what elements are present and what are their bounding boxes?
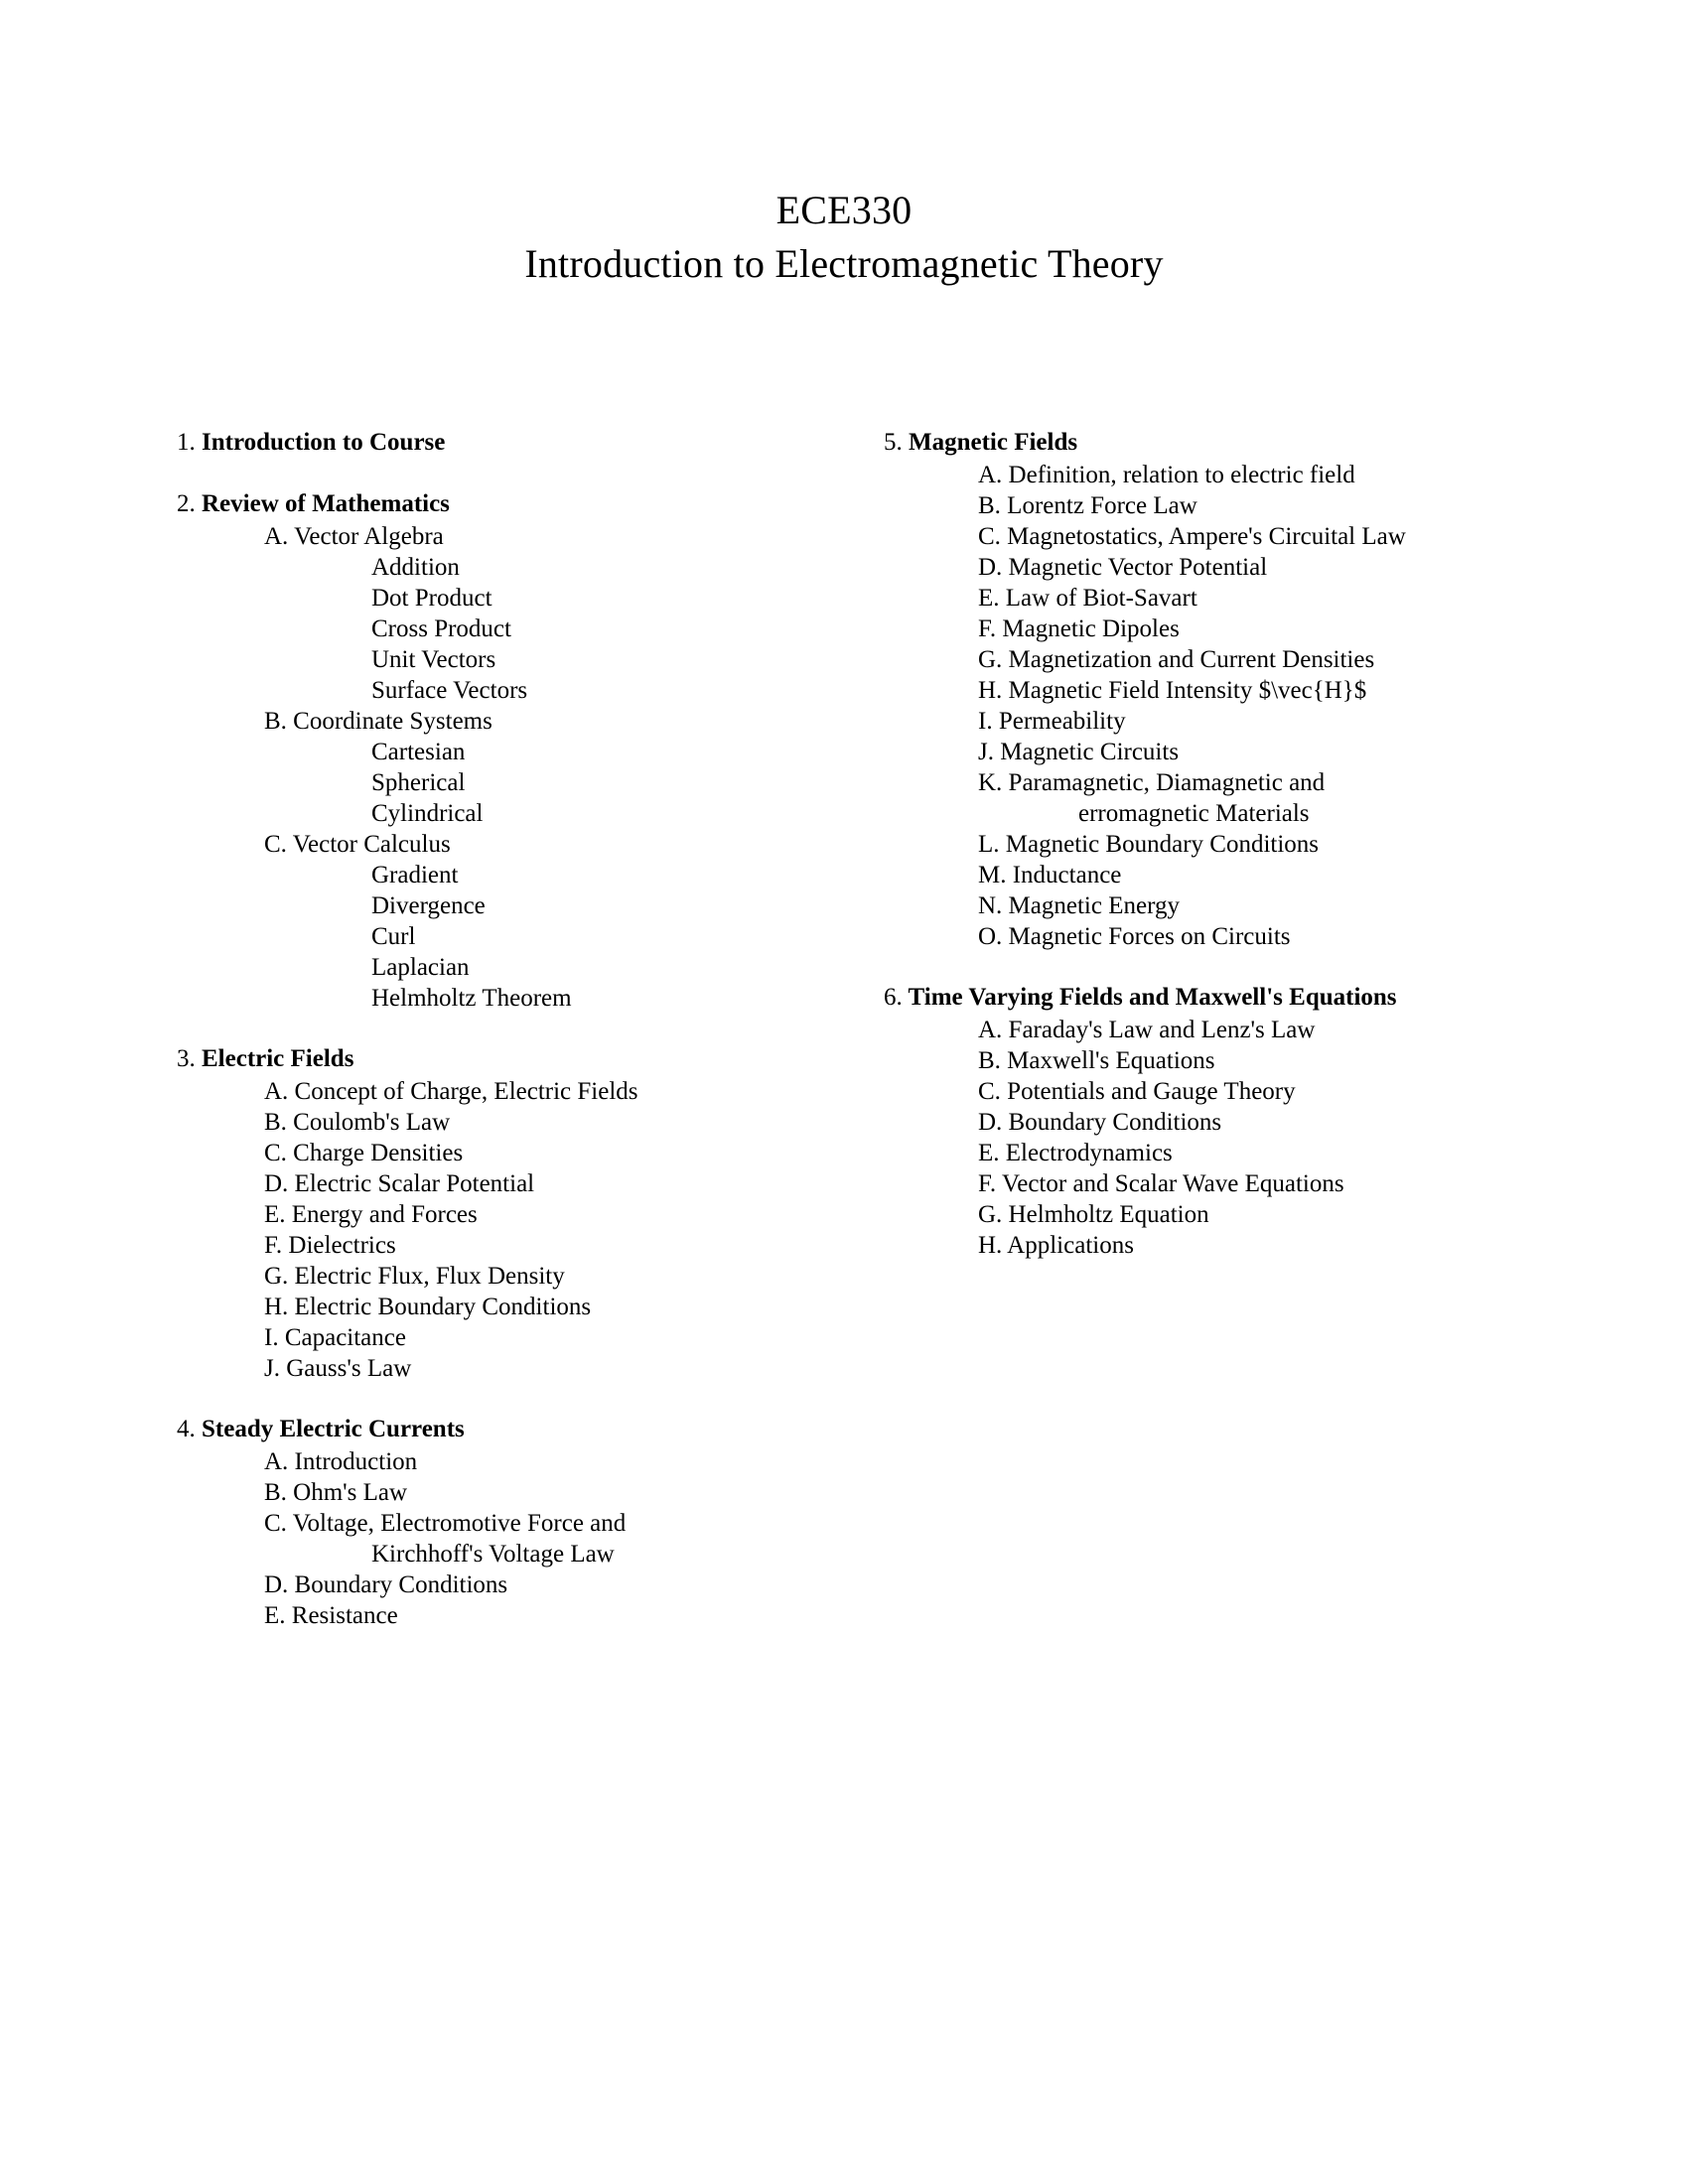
section-heading [177,1043,792,1075]
outline-item: H. Electric Boundary Conditions [264,1294,592,1320]
outline-item: A. Concept of Charge, Electric Fields [264,1078,638,1105]
section-number: 1. [177,429,196,456]
outline-item: Gradient [371,862,459,888]
outline-item: D. Boundary Conditions [978,1109,1222,1136]
outline-item: F. Dielectrics [264,1232,396,1259]
outline-item: G. Helmholtz Equation [978,1201,1209,1228]
outline-section [177,427,792,459]
outline-item: E. Resistance [264,1602,398,1629]
outline-columns [0,427,1688,1817]
outline-item: Cylindrical [371,800,484,827]
outline-item: Spherical [371,769,466,796]
section-heading [177,1414,792,1445]
outline-item: Surface Vectors [371,677,528,704]
section-title: Electric Fields [195,1045,354,1072]
section-title: Introduction to Course [195,429,446,456]
section-heading [177,427,792,459]
outline-item: C. Vector Calculus [264,831,451,858]
outline-section [177,1043,792,1384]
outline-item: B. Coordinate Systems [264,708,492,735]
section-title: Magnetic Fields [902,429,1078,456]
outline-item: K. Paramagnetic, Diamagnetic and [978,769,1326,796]
section-number: 6. [884,984,903,1011]
outline-item: Cross Product [371,615,511,642]
section-title: Steady Electric Currents [195,1416,465,1442]
outline-section [884,982,1559,1261]
outline-item: G. Electric Flux, Flux Density [264,1263,565,1290]
outline-right-column [884,427,1559,1261]
outline-item: B. Ohm's Law [264,1479,408,1506]
outline-item: H. Magnetic Field Intensity $\vec{H}$ [978,677,1367,704]
document-title [0,185,1688,292]
course-name: Introduction to Electromagnetic Theory [524,241,1164,286]
outline-item: C. Potentials and Gauge Theory [978,1078,1296,1105]
outline-item: Curl [371,923,416,950]
section-number: 3. [177,1045,196,1072]
outline-item: E. Electrodynamics [978,1140,1173,1166]
outline-item: Cartesian [371,739,466,765]
outline-item: I. Capacitance [264,1324,406,1351]
outline-item: G. Magnetization and Current Densities [978,646,1375,673]
outline-item: B. Maxwell's Equations [978,1047,1215,1074]
outline-item: A. Faraday's Law and Lenz's Law [978,1017,1316,1043]
outline-section [177,1414,792,1631]
outline-item: D. Boundary Conditions [264,1571,508,1598]
outline-section [177,488,792,1014]
outline-item: F. Vector and Scalar Wave Equations [978,1170,1344,1197]
outline-item: I. Permeability [978,708,1126,735]
outline-item: D. Magnetic Vector Potential [978,554,1268,581]
outline-item: Laplacian [371,954,470,981]
outline-item: A. Introduction [264,1448,418,1475]
outline-item: L. Magnetic Boundary Conditions [978,831,1320,858]
section-number: 5. [884,429,903,456]
outline-section [884,427,1559,952]
outline-item: F. Magnetic Dipoles [978,615,1180,642]
outline-item: E. Energy and Forces [264,1201,478,1228]
outline-item: A. Vector Algebra [264,523,444,550]
outline-item: J. Magnetic Circuits [978,739,1180,765]
outline-item: C. Voltage, Electromotive Force and [264,1510,627,1537]
outline-item: Addition [371,554,460,581]
section-number: 2. [177,490,196,517]
outline-item: Divergence [371,892,486,919]
outline-item: E. Law of Biot-Savart [978,585,1197,612]
outline-item: Kirchhoff's Voltage Law [371,1541,615,1568]
outline-left-column [177,427,792,1631]
outline-item: C. Magnetostatics, Ampere's Circuital Law [978,523,1406,550]
outline-item: H. Applications [978,1232,1134,1259]
section-title: Review of Mathematics [195,490,450,517]
outline-item: A. Definition, relation to electric field [978,462,1355,488]
outline-item: J. Gauss's Law [264,1355,412,1382]
section-heading [177,488,792,520]
section-number: 4. [177,1416,196,1442]
outline-item: B. Coulomb's Law [264,1109,451,1136]
outline-item: C. Charge Densities [264,1140,464,1166]
outline-item: O. Magnetic Forces on Circuits [978,923,1291,950]
section-heading [884,982,1559,1014]
section-heading [884,427,1559,459]
outline-item: M. Inductance [978,862,1122,888]
outline-item: B. Lorentz Force Law [978,492,1197,519]
outline-item: Unit Vectors [371,646,496,673]
outline-item: Dot Product [371,585,492,612]
outline-item: D. Electric Scalar Potential [264,1170,535,1197]
outline-item: erromagnetic Materials [1078,800,1310,827]
section-title: Time Varying Fields and Maxwell's Equations [902,984,1397,1011]
outline-item: Helmholtz Theorem [371,985,572,1012]
outline-item: N. Magnetic Energy [978,892,1180,919]
course-code: ECE330 [775,188,913,232]
